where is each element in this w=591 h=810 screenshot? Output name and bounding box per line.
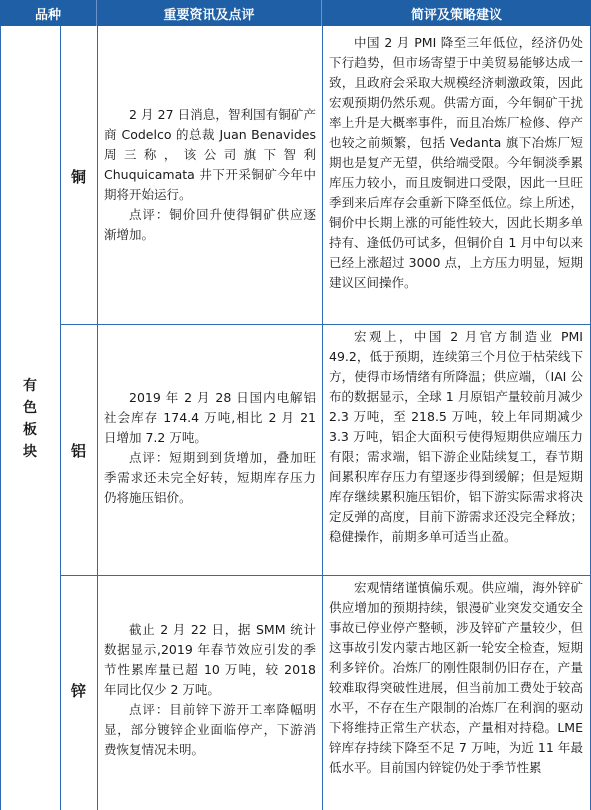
news-comment: 点评：铜价回升使得铜矿供应逐渐增加。 xyxy=(104,207,316,242)
metal-label-copper: 铜 xyxy=(70,168,86,186)
sector-label-char: 色 xyxy=(23,400,37,416)
header-col-advice: 简评及策略建议 xyxy=(322,0,591,26)
news-cell-copper xyxy=(104,105,316,305)
grid-line xyxy=(97,26,98,810)
advice-cell-zinc xyxy=(329,578,583,810)
sector-label-char: 块 xyxy=(23,444,37,460)
metal-label-aluminum: 铝 xyxy=(70,442,86,460)
grid-line xyxy=(60,324,591,325)
news-comment: 点评：短期到到货增加，叠加旺季需求还未完全好转，短期库存压力仍将施压铝价。 xyxy=(104,450,316,505)
header-col-variety: 品种 xyxy=(0,0,97,26)
news-text: 2 月 27 日消息，智利国有铜矿产商 Codelco 的总裁 Juan Benavides 周三称，该公司旗下智利 Chuquicamata 井下开采铜矿今年中期将开始运行。 xyxy=(104,107,316,202)
advice-text: 宏观上，中国 2 月官方制造业 PMI 49.2，低于预期，连续第三个月位于枯荣线下方，使得市场情绪有所降温；供应端，（IAI 公布的数据显示，全球 1 月原铝产量较前月减少 2.3 万吨，至 218.5 万吨，较上年同期减少 3.3 万吨，铝企大面积亏使得短期供应端压力有限；需求端，铝下游企业陆续复工，春节期间累积库存压力有望逐步得到缓解；但是短期库存继续累积施压铝价，铝下游实际需求将决定反弹的高度，目前下游需求还没完全释放；稳健操作，前期多单可适当止盈。 xyxy=(329,329,583,544)
advice-text: 中国 2 月 PMI 降至三年低位，经济仍处下行趋势，但市场寄望于中美贸易能够达成一致，且政府会采取大规模经济刺激政策，因此宏观预期仍然乐观。供需方面，今年铜矿干扰率上升是大概率事件，而且冶炼厂检修、停产也较之前频繁，包括 Vedanta 旗下冶炼厂短期也是复产无望，供给端受限。今年铜淡季累库压力较小，而且废铜进口受限，因此一旦旺季到来后库存会重新下降至低位。综上所述，铜价中长期上涨的可能性较大，因此长期多单持有、逢低仍可试多，但铜价自 1 月中旬以来已经上涨超过 3000 点，上方压力明显，短期建议区间操作。 xyxy=(329,35,583,290)
metal-label-zinc: 锌 xyxy=(70,682,86,700)
sector-label-char: 板 xyxy=(23,422,37,438)
news-cell-aluminum xyxy=(104,388,316,528)
header-col-news: 重要资讯及点评 xyxy=(97,0,322,26)
grid-line xyxy=(60,575,591,576)
sector-label xyxy=(0,375,60,463)
advice-cell-copper xyxy=(329,33,583,321)
advice-cell-aluminum xyxy=(329,327,583,573)
news-comment: 点评：目前锌下游开工率降幅明显，部分镀锌企业面临停产，下游消费恢复情况未明。 xyxy=(104,702,316,757)
news-text: 截止 2 月 22 日，据 SMM 统计数据显示,2019 年春节效应引发的季节性累库量已超 10 万吨，较 2018 年同比仅少 2 万吨。 xyxy=(104,622,316,697)
news-text: 2019 年 2 月 28 日国内电解铝社会库存 174.4 万吨,相比 2 月 21 日增加 7.2 万吨。 xyxy=(104,390,316,445)
sector-label-char: 有 xyxy=(23,378,37,394)
news-cell-zinc xyxy=(104,620,316,780)
advice-text: 宏观情绪谨慎偏乐观。供应端，海外锌矿供应增加的预期持续，银漫矿业突发交通安全事故已停业停产整顿，涉及锌矿产量较少，但这事故引发内蒙古地区新一轮安全检查，短期利多锌价。冶炼厂的刚性限制仍旧存在，产量较难取得突破性进展，但当前加工费处于较高水平，不存在生产限制的冶炼厂在利润的驱动下将维持正常生产状态，产量相对持稳。LME 锌库存持续下降至不足 7 万吨，为近 11 年最低水平。目前国内锌锭仍处于季节性累 xyxy=(329,580,583,775)
grid-line xyxy=(322,26,323,810)
